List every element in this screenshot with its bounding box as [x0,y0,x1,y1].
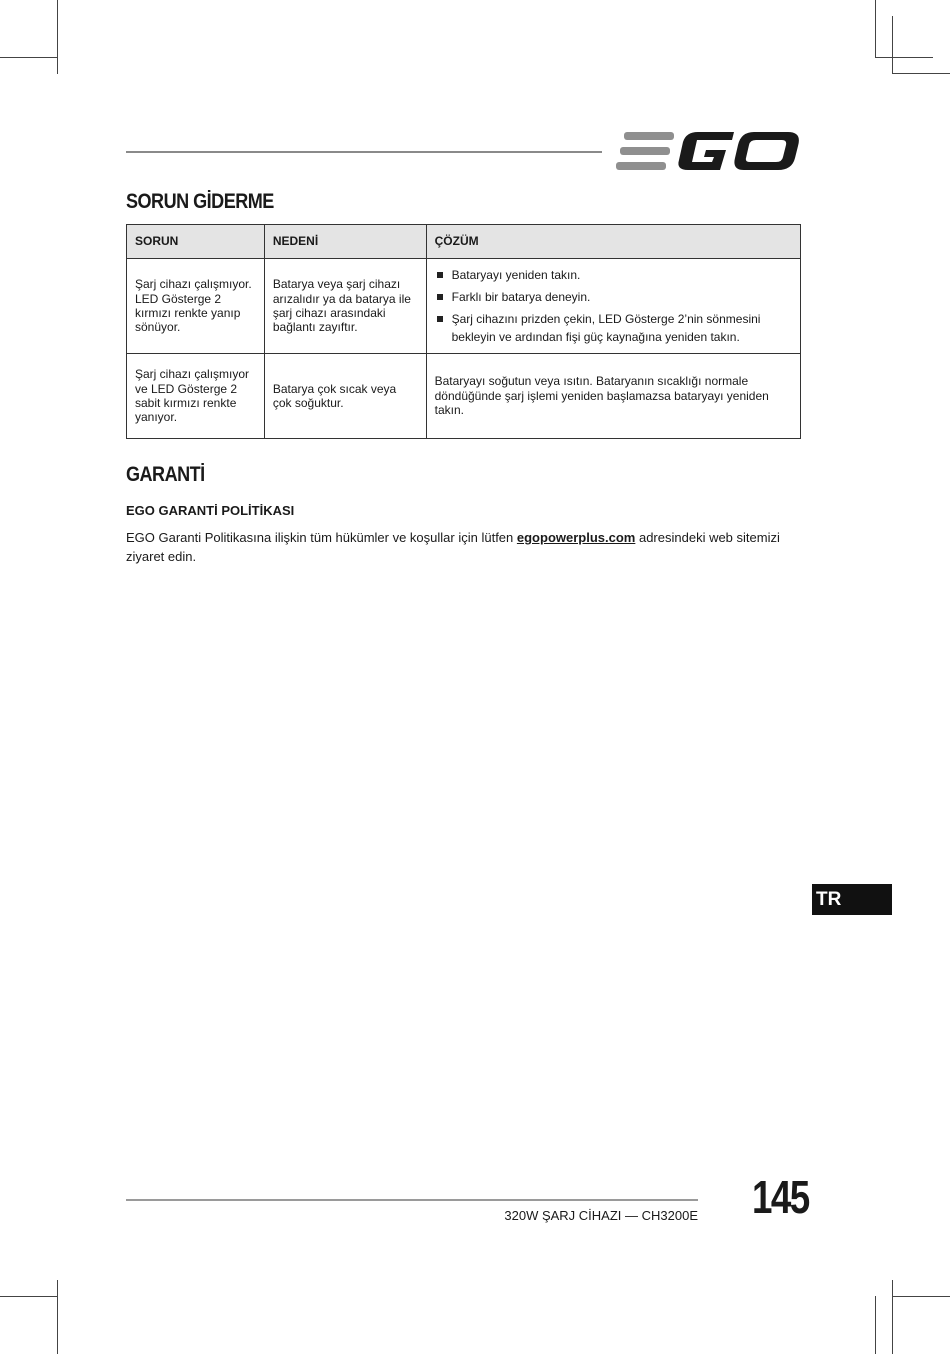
troubleshooting-title: SORUN GİDERME [126,190,274,213]
page-number: 145 [752,1171,809,1223]
crop-mark [892,1280,893,1354]
solution-item: Farklı bir batarya deneyin. [435,288,792,306]
language-tab: TR [812,884,892,915]
solution-item: Bataryayı yeniden takın. [435,266,792,284]
website-link[interactable]: egopowerplus.com [516,530,636,545]
warranty-paragraph: EGO Garanti Politikasına ilişkin tüm hükümler ve koşullar için lütfen egopowerplus.com adresindeki web sitemizi ziyaret edin. [126,530,780,564]
crop-mark [0,1296,57,1297]
crop-mark [892,73,950,74]
crop-mark [875,1296,876,1354]
solution-cell [426,354,800,439]
warranty-title: GARANTİ [126,463,205,486]
cause-text: Batarya veya şarj cihazı arızalıdır ya da batarya ile şarj cihazı arasındaki bağlantı zayıftır. [272,277,411,335]
bullet-square-icon [437,272,443,278]
cause-text: Batarya çok sıcak veya çok soğuktur. [272,381,397,410]
crop-mark [57,0,58,74]
solution-cell [426,259,800,354]
solution-list [435,266,792,346]
problem-cell [127,354,265,439]
problem-text: Şarj cihazı çalışmıyor ve LED Gösterge 2 sabit kırmızı renkte yanıyor. [135,367,250,425]
warranty-policy-subtitle: EGO GARANTİ POLİTİKASI [126,503,295,518]
problem-text: Şarj cihazı çalışmıyor. LED Gösterge 2 kırmızı renkte yanıp sönüyor. [135,277,252,335]
bullet-square-icon [437,294,443,300]
solution-item: Şarj cihazını prizden çekin, LED Gösterge 2’nin sönmesini bekleyin ve ardından fişi güç kaynağına yeniden takın. [435,310,792,346]
crop-mark [875,57,933,58]
footer-product-title: 320W ŞARJ CİHAZI — CH3200E [504,1208,698,1223]
ego-logo [616,128,800,174]
table-row [127,354,801,439]
crop-mark [892,16,893,74]
bullet-square-icon [437,316,443,322]
column-header-problem: SORUN [127,225,265,259]
table-header-row [127,225,801,259]
crop-mark [892,1296,950,1297]
problem-cell [127,259,265,354]
crop-mark [875,0,876,58]
cause-cell [264,354,426,439]
column-header-cause: NEDENİ [264,225,426,259]
troubleshooting-table [126,224,801,439]
crop-mark [57,1280,58,1354]
crop-mark [0,57,57,58]
table-row [127,259,801,354]
footer-rule [126,1199,698,1201]
cause-cell [264,259,426,354]
column-header-solution: ÇÖZÜM [426,225,800,259]
solution-text: Bataryayı soğutun veya ısıtın. Bataryanın sıcaklığı normale döndüğünde şarj işlemi yeniden başlamazsa bataryayı yeniden takın. [434,374,769,418]
header-rule [126,151,602,153]
